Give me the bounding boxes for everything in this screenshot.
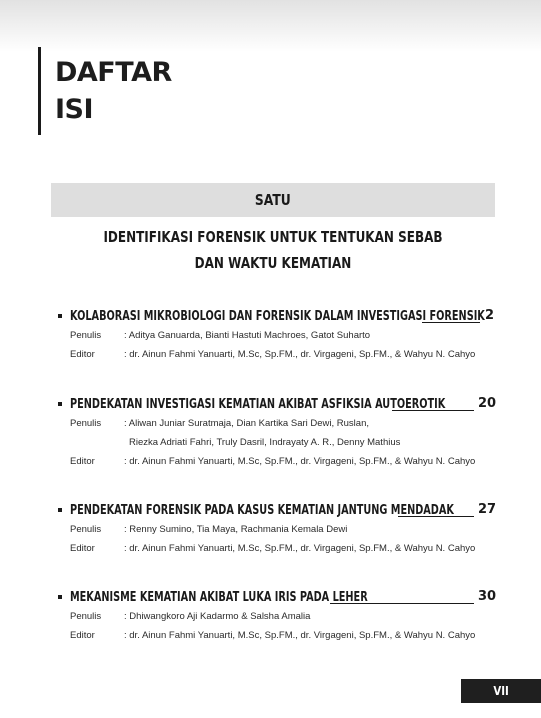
- toc-entry-heading[interactable]: [58, 308, 494, 326]
- title-accent-bar: [38, 47, 41, 135]
- dot-leader: [398, 516, 474, 517]
- page-title-line2: ISI: [55, 94, 94, 125]
- editor-label: Editor: [70, 630, 95, 641]
- editor-names: : dr. Ainun Fahmi Yanuarti, M.Sc, Sp.FM., dr. Virgageni, Sp.FM., & Wahyu N. Cahyo: [124, 456, 476, 467]
- toc-entry-title[interactable]: KOLABORASI MIKROBIOLOGI DAN FORENSIK DALAM INVESTIGASI FORENSIK: [70, 308, 485, 324]
- author-label: Penulis: [70, 418, 102, 429]
- bullet-icon: [58, 314, 62, 318]
- chapter-label: SATU: [255, 191, 291, 209]
- editor-label: Editor: [70, 543, 95, 554]
- author-names: : Aliwan Juniar Suratmaja, Dian Kartika Sari Dewi, Ruslan,: [124, 418, 369, 429]
- page-title: [55, 54, 172, 128]
- bullet-icon: [58, 595, 62, 599]
- editor-names: : dr. Ainun Fahmi Yanuarti, M.Sc, Sp.FM., dr. Virgageni, Sp.FM., & Wahyu N. Cahyo: [124, 630, 476, 641]
- dot-leader: [330, 603, 474, 604]
- toc-entry-heading[interactable]: [58, 589, 497, 607]
- toc-entry-title[interactable]: PENDEKATAN INVESTIGASI KEMATIAN AKIBAT ASFIKSIA AUTOEROTIK: [70, 396, 446, 412]
- author-row: [58, 520, 494, 539]
- editor-row: [58, 626, 494, 645]
- dot-leader: [392, 410, 474, 411]
- editor-names: : dr. Ainun Fahmi Yanuarti, M.Sc, Sp.FM., dr. Virgageni, Sp.FM., & Wahyu N. Cahyo: [124, 349, 476, 360]
- author-row: [58, 607, 494, 626]
- author-names: : Dhiwangkoro Aji Kadarmo & Salsha Amalia: [124, 611, 311, 622]
- author-names: : Renny Sumino, Tia Maya, Rachmania Kemala Dewi: [124, 524, 348, 535]
- toc-entry-title[interactable]: MEKANISME KEMATIAN AKIBAT LUKA IRIS PADA LEHER: [70, 589, 368, 605]
- chapter-title-line1: IDENTIFIKASI FORENSIK UNTUK TENTUKAN SEBAB: [103, 228, 443, 246]
- toc-entry[interactable]: [58, 502, 497, 558]
- chapter-label-band: [51, 183, 495, 217]
- toc-page-number[interactable]: 20: [478, 396, 497, 411]
- chapter-title-line2: DAN WAKTU KEMATIAN: [194, 254, 352, 272]
- editor-label: Editor: [70, 456, 95, 467]
- editor-names: : dr. Ainun Fahmi Yanuarti, M.Sc, Sp.FM., dr. Virgageni, Sp.FM., & Wahyu N. Cahyo: [124, 543, 476, 554]
- toc-entry[interactable]: [58, 396, 497, 471]
- editor-row: [58, 345, 494, 364]
- toc-entry[interactable]: [58, 589, 497, 645]
- author-label: Penulis: [70, 611, 102, 622]
- toc-page-number[interactable]: 27: [478, 502, 497, 517]
- toc-entry-heading[interactable]: [58, 502, 497, 520]
- page-number-roman: VII: [493, 684, 509, 698]
- toc-page-number[interactable]: 30: [478, 589, 497, 604]
- chapter-title: [51, 224, 495, 276]
- editor-label: Editor: [70, 349, 95, 360]
- author-label: Penulis: [70, 524, 102, 535]
- bullet-icon: [58, 402, 62, 406]
- toc-entry-title[interactable]: PENDEKATAN FORENSIK PADA KASUS KEMATIAN JANTUNG MENDADAK: [70, 502, 454, 518]
- toc-page-number[interactable]: 2: [484, 308, 494, 323]
- header-shade: [0, 0, 541, 52]
- author-row-continued: [58, 433, 494, 452]
- bullet-icon: [58, 508, 62, 512]
- dot-leader: [422, 322, 480, 323]
- page-title-line1: DAFTAR: [55, 57, 172, 88]
- page-number-tab: [461, 679, 541, 703]
- author-row: [58, 414, 494, 433]
- toc-entry[interactable]: [58, 308, 494, 364]
- editor-row: [58, 539, 494, 558]
- toc-entry-heading[interactable]: [58, 396, 497, 414]
- author-row: [58, 326, 494, 345]
- author-names: : Aditya Ganuarda, Bianti Hastuti Machroes, Gatot Suharto: [124, 330, 371, 341]
- author-names-continued: Riezka Adriati Fahri, Truly Dasril, Indrayaty A. R., Denny Mathius: [129, 437, 401, 448]
- editor-row: [58, 452, 494, 471]
- author-label: Penulis: [70, 330, 102, 341]
